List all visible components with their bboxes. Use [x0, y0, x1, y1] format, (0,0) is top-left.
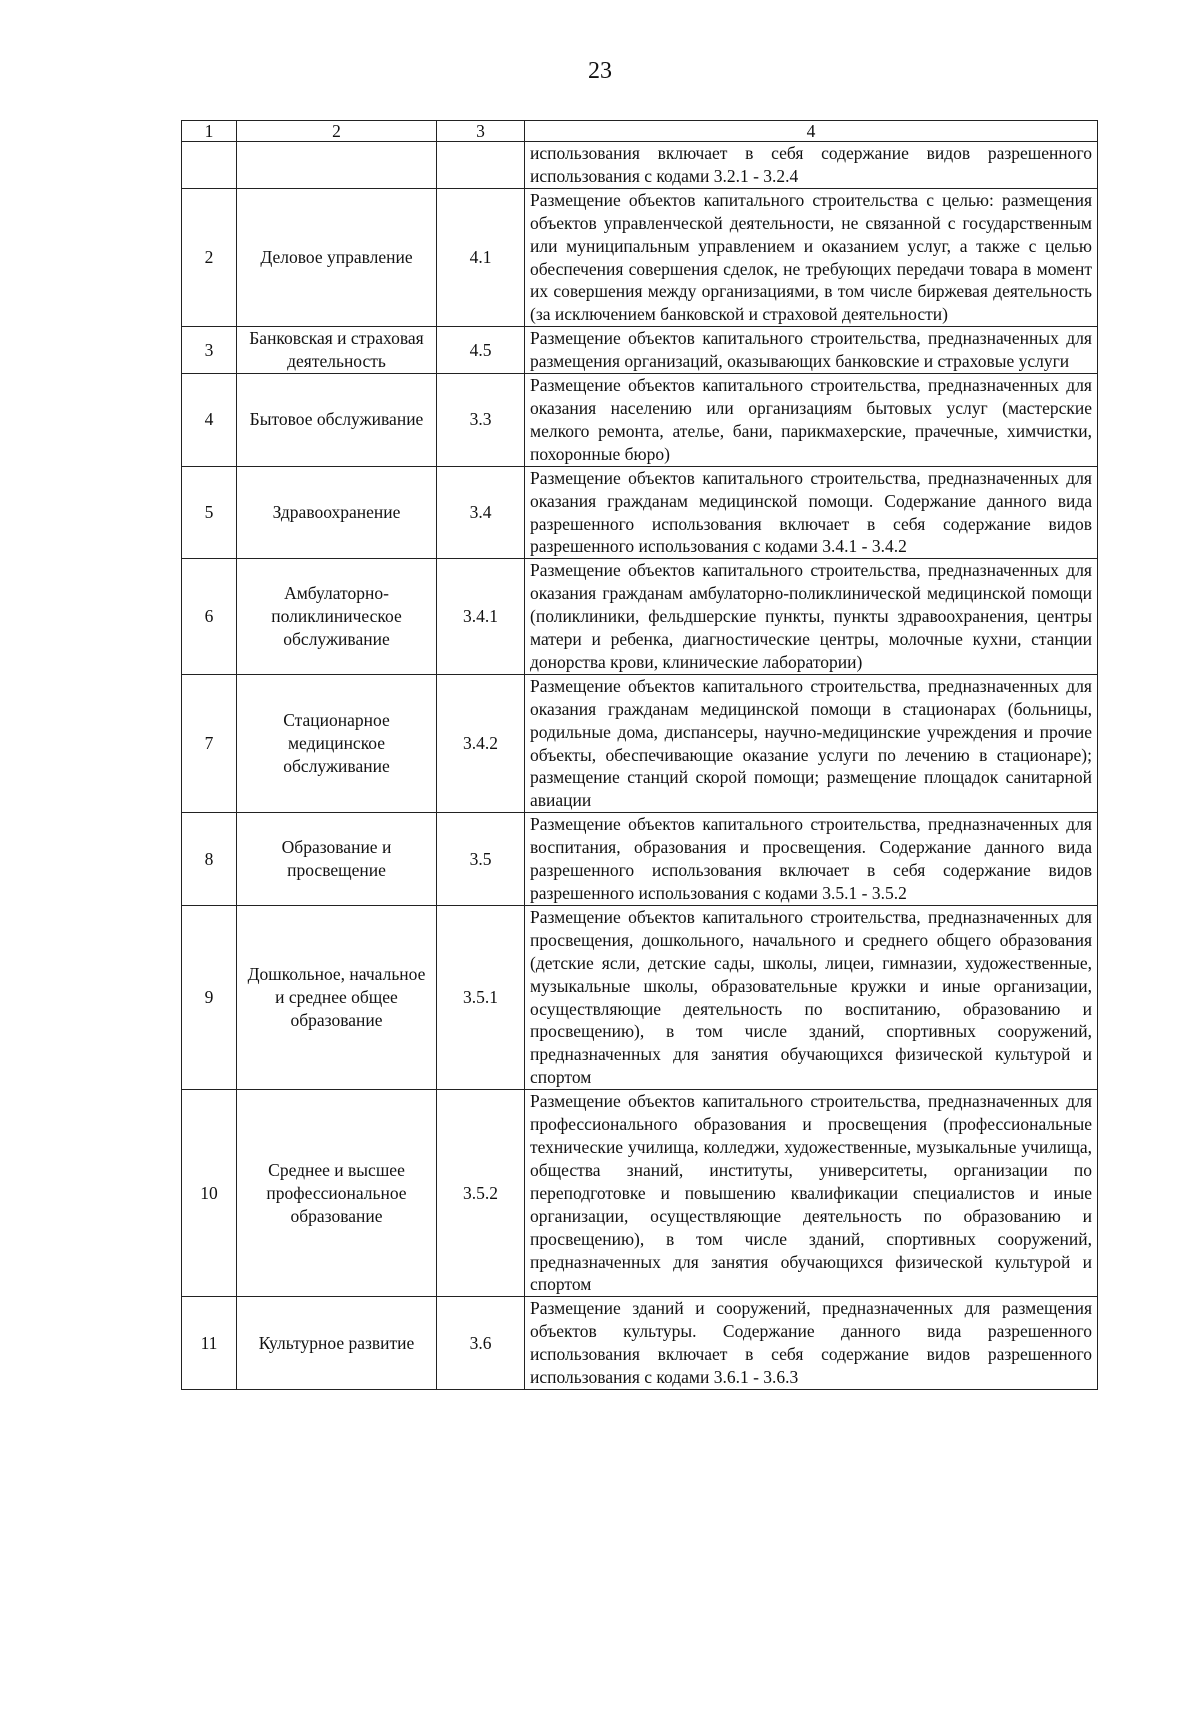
- row-number: 3: [182, 327, 237, 374]
- row-description: Размещение зданий и сооружений, предназначенных для размещения объектов культуры. Содержание данного вида разрешенного использования включает в себя содержание видов разрешенного использования с кодами 3.6.1 - 3.6.3: [525, 1297, 1098, 1390]
- row-number: [182, 142, 237, 189]
- row-description: Размещение объектов капитального строительства, предназначенных для размещения организаций, оказывающих банковские и страховые услуги: [525, 327, 1098, 374]
- row-code: 4.1: [437, 188, 525, 326]
- row-number: 9: [182, 905, 237, 1089]
- table-row: [182, 188, 1098, 326]
- header-col-4: 4: [525, 121, 1098, 142]
- row-name: Стационарное медицинское обслуживание: [237, 674, 437, 812]
- row-name: Амбулаторно-поликлиническое обслуживание: [237, 559, 437, 675]
- row-code: 4.5: [437, 327, 525, 374]
- row-description: Размещение объектов капитального строительства, предназначенных для воспитания, образования и просвещения. Содержание данного вида разрешенного использования включает в себя содержание видов разрешенного использования с кодами 3.5.1 - 3.5.2: [525, 813, 1098, 906]
- table-row: [182, 1090, 1098, 1297]
- row-code: 3.3: [437, 374, 525, 467]
- row-description: Размещение объектов капитального строительства, предназначенных для оказания населению или организациям бытовых услуг (мастерские мелкого ремонта, ателье, бани, парикмахерские, прачечные, химчистки, похоронные бюро): [525, 374, 1098, 467]
- row-description: Размещение объектов капитального строительства, предназначенных для оказания гражданам амбулаторно-поликлинической медицинской помощи (поликлиники, фельдшерские пункты, пункты здравоохранения, центры матери и ребенка, диагностические центры, молочные кухни, станции донорства крови, клинические лаборатории): [525, 559, 1098, 675]
- row-description: Размещение объектов капитального строительства, предназначенных для оказания гражданам медицинской помощи. Содержание данного вида разрешенного использования включает в себя содержание видов разрешенного использования с кодами 3.4.1 - 3.4.2: [525, 466, 1098, 559]
- table-row: [182, 142, 1098, 189]
- row-code: 3.6: [437, 1297, 525, 1390]
- row-code: 3.4: [437, 466, 525, 559]
- row-name: Дошкольное, начальное и среднее общее образование: [237, 905, 437, 1089]
- row-name: Деловое управление: [237, 188, 437, 326]
- row-name: Среднее и высшее профессиональное образование: [237, 1090, 437, 1297]
- row-code: [437, 142, 525, 189]
- table-row: [182, 1297, 1098, 1390]
- row-number: 2: [182, 188, 237, 326]
- table-row: [182, 905, 1098, 1089]
- table-row: [182, 559, 1098, 675]
- page-number: 23: [588, 58, 612, 84]
- row-number: 8: [182, 813, 237, 906]
- table-row: [182, 674, 1098, 812]
- row-name: Банковская и страховая деятельность: [237, 327, 437, 374]
- row-number: 10: [182, 1090, 237, 1297]
- row-name: Образование и просвещение: [237, 813, 437, 906]
- row-name: Бытовое обслуживание: [237, 374, 437, 467]
- table-row: [182, 374, 1098, 467]
- row-number: 4: [182, 374, 237, 467]
- row-description: Размещение объектов капитального строительства, предназначенных для оказания гражданам медицинской помощи в стационарах (больницы, родильные дома, диспансеры, научно-медицинские учреждения и прочие объекты, обеспечивающие оказание услуги по лечению в стационаре); размещение станций скорой помощи; размещение площадок санитарной авиации: [525, 674, 1098, 812]
- table-row: [182, 813, 1098, 906]
- row-code: 3.5.1: [437, 905, 525, 1089]
- header-col-3: 3: [437, 121, 525, 142]
- row-name: Культурное развитие: [237, 1297, 437, 1390]
- row-number: 7: [182, 674, 237, 812]
- row-code: 3.4.1: [437, 559, 525, 675]
- land-use-table: [181, 120, 1098, 1390]
- row-number: 5: [182, 466, 237, 559]
- row-code: 3.5: [437, 813, 525, 906]
- table-row: [182, 327, 1098, 374]
- row-code: 3.5.2: [437, 1090, 525, 1297]
- row-description: использования включает в себя содержание видов разрешенного использования с кодами 3.2.1 - 3.2.4: [525, 142, 1098, 189]
- table-row: [182, 466, 1098, 559]
- header-col-1: 1: [182, 121, 237, 142]
- table-header-row: [182, 121, 1098, 142]
- row-description: Размещение объектов капитального строительства, предназначенных для просвещения, дошкольного, начального и среднего общего образования (детские ясли, детские сады, школы, лицеи, гимназии, художественные, музыкальные школы, образовательные кружки и иные организации, осуществляющие деятельность по воспитанию, образованию и просвещению), в том числе зданий, спортивных сооружений, предназначенных для занятия обучающихся физической культурой и спортом: [525, 905, 1098, 1089]
- row-number: 6: [182, 559, 237, 675]
- row-code: 3.4.2: [437, 674, 525, 812]
- row-number: 11: [182, 1297, 237, 1390]
- header-col-2: 2: [237, 121, 437, 142]
- row-name: Здравоохранение: [237, 466, 437, 559]
- row-description: Размещение объектов капитального строительства, предназначенных для профессионального образования и просвещения (профессиональные технические училища, колледжи, художественные, музыкальные училища, общества знаний, институты, университеты, организации по переподготовке и повышению квалификации специалистов и иные организации, осуществляющие деятельность по образованию и просвещению), в том числе зданий, спортивных сооружений, предназначенных для занятия обучающихся физической культурой и спортом: [525, 1090, 1098, 1297]
- row-description: Размещение объектов капитального строительства с целью: размещения объектов управленческой деятельности, не связанной с государственным или муниципальным управлением и оказанием услуг, а также с целью обеспечения совершения сделок, не требующих передачи товара в момент их совершения между организациями, в том числе биржевая деятельность (за исключением банковской и страховой деятельности): [525, 188, 1098, 326]
- row-name: [237, 142, 437, 189]
